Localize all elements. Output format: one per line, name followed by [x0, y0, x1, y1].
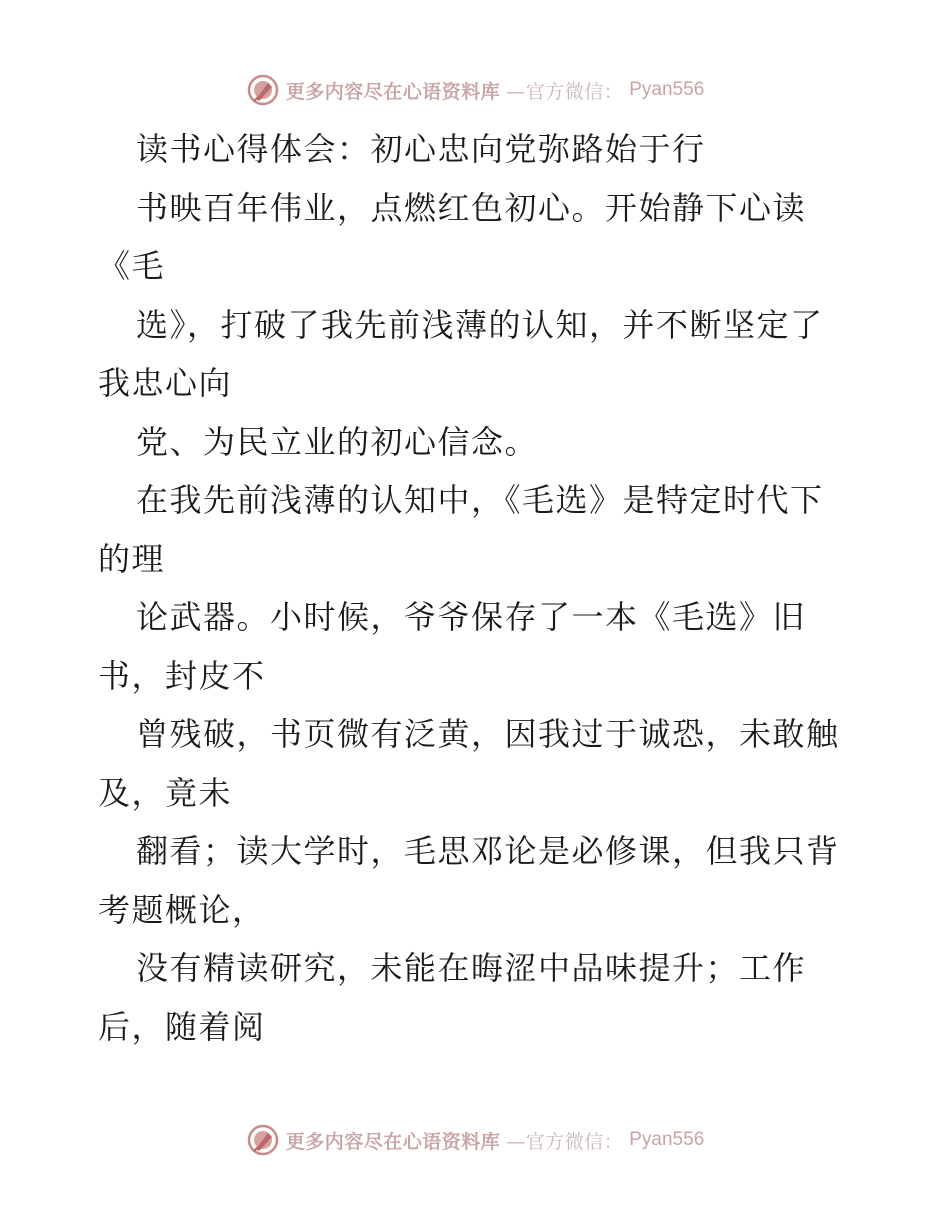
body-line: 后，随着阅: [98, 1007, 266, 1046]
pen-nib-circle-icon: [246, 1123, 280, 1157]
body-line: 党、为民立业的初心信念。: [136, 422, 539, 461]
body-line: 考题概论，: [98, 890, 266, 929]
body-line: 书映百年伟业，点燃红色初心。开始静下心读: [136, 188, 807, 227]
watermark-wechat-id: Pyan556: [629, 1129, 705, 1150]
body-line: 曾残破，书页微有泛黄，因我过于诚恐，未敢触: [136, 715, 840, 753]
body-line: 没有精读研究，未能在晦涩中品味提升；工作: [136, 949, 807, 987]
body-line: 及，竟未: [98, 773, 233, 812]
body-line: 读书心得体会：初心忠向党弥路始于行: [136, 130, 706, 168]
watermark-separator: —官方微信：: [506, 1130, 624, 1153]
body-line: 我忠心向: [98, 364, 233, 402]
header-watermark: [0, 70, 950, 110]
body-line: 《毛: [98, 247, 166, 285]
body-line: 的理: [98, 539, 166, 578]
footer-watermark: [0, 1120, 950, 1160]
pen-nib-circle-icon: [246, 73, 280, 107]
body-line: 书，封皮不: [98, 656, 266, 695]
body-line: 选》，打破了我先前浅薄的认知，并不断坚定了: [136, 305, 824, 344]
watermark-text: 更多内容尽在心语资料库: [285, 80, 501, 103]
body-line: 翻看；读大学时，毛思邓论是必修课，但我只背: [136, 832, 840, 870]
watermark-wechat-id: Pyan556: [629, 79, 705, 100]
watermark-separator: —官方微信：: [506, 80, 624, 103]
document-body: [98, 120, 858, 1056]
watermark-text: 更多内容尽在心语资料库: [285, 1130, 501, 1153]
body-line: 在我先前浅薄的认知中，《毛选》是特定时代下: [136, 481, 824, 519]
body-line: 论武器。小时候，爷爷保存了一本《毛选》旧: [136, 598, 807, 636]
